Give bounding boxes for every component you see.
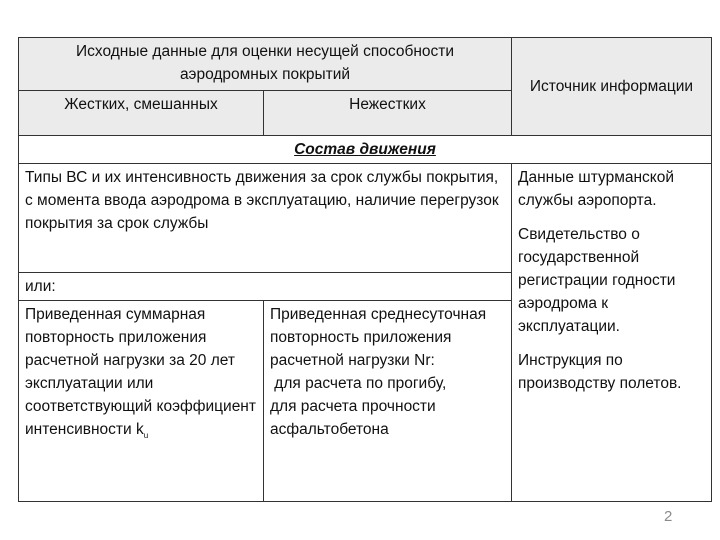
header-main: Исходные данные для оценки несущей способности аэродромных покрытий (19, 38, 512, 91)
rigid-cell (19, 301, 264, 502)
flexible-cell (264, 301, 512, 502)
header-rigid: Жестких, смешанных (19, 91, 264, 136)
header-source: Источник информации (512, 38, 712, 136)
source-navigation: Данные штурманской службы аэропорта. (518, 169, 675, 209)
section-title: Состав движения (19, 136, 712, 164)
flexible-line: Приведенная среднесуточная повторность приложения расчетной нагрузки Nr: (270, 306, 487, 369)
row-aircraft-types: Типы ВС и их интенсивность движения за срок службы покрытия, с момента ввода аэродрома в эксплуатацию, наличие перегрузок покрытия за срок службы (19, 164, 512, 273)
source-instruction: Инструкция по производству полетов. (518, 352, 682, 392)
header-flexible: Нежестких (264, 91, 512, 136)
source-certificate: Свидетельство о государственной регистрации годности аэродрома к эксплуатации. (518, 226, 676, 335)
flexible-line: для расчета по прогибу, (270, 375, 447, 392)
row-or: или: (19, 273, 512, 301)
rigid-subscript: u (143, 431, 149, 441)
flexible-line: для расчета прочности асфальтобетона (270, 398, 436, 438)
source-cell (512, 164, 712, 502)
page-number: 2 (664, 508, 673, 525)
rigid-text: Приведенная суммарная повторность приложения расчетной нагрузки за 20 лет эксплуатации или соответствующий коэффициент интенсивности k (25, 306, 256, 438)
source-data-table (18, 37, 712, 502)
